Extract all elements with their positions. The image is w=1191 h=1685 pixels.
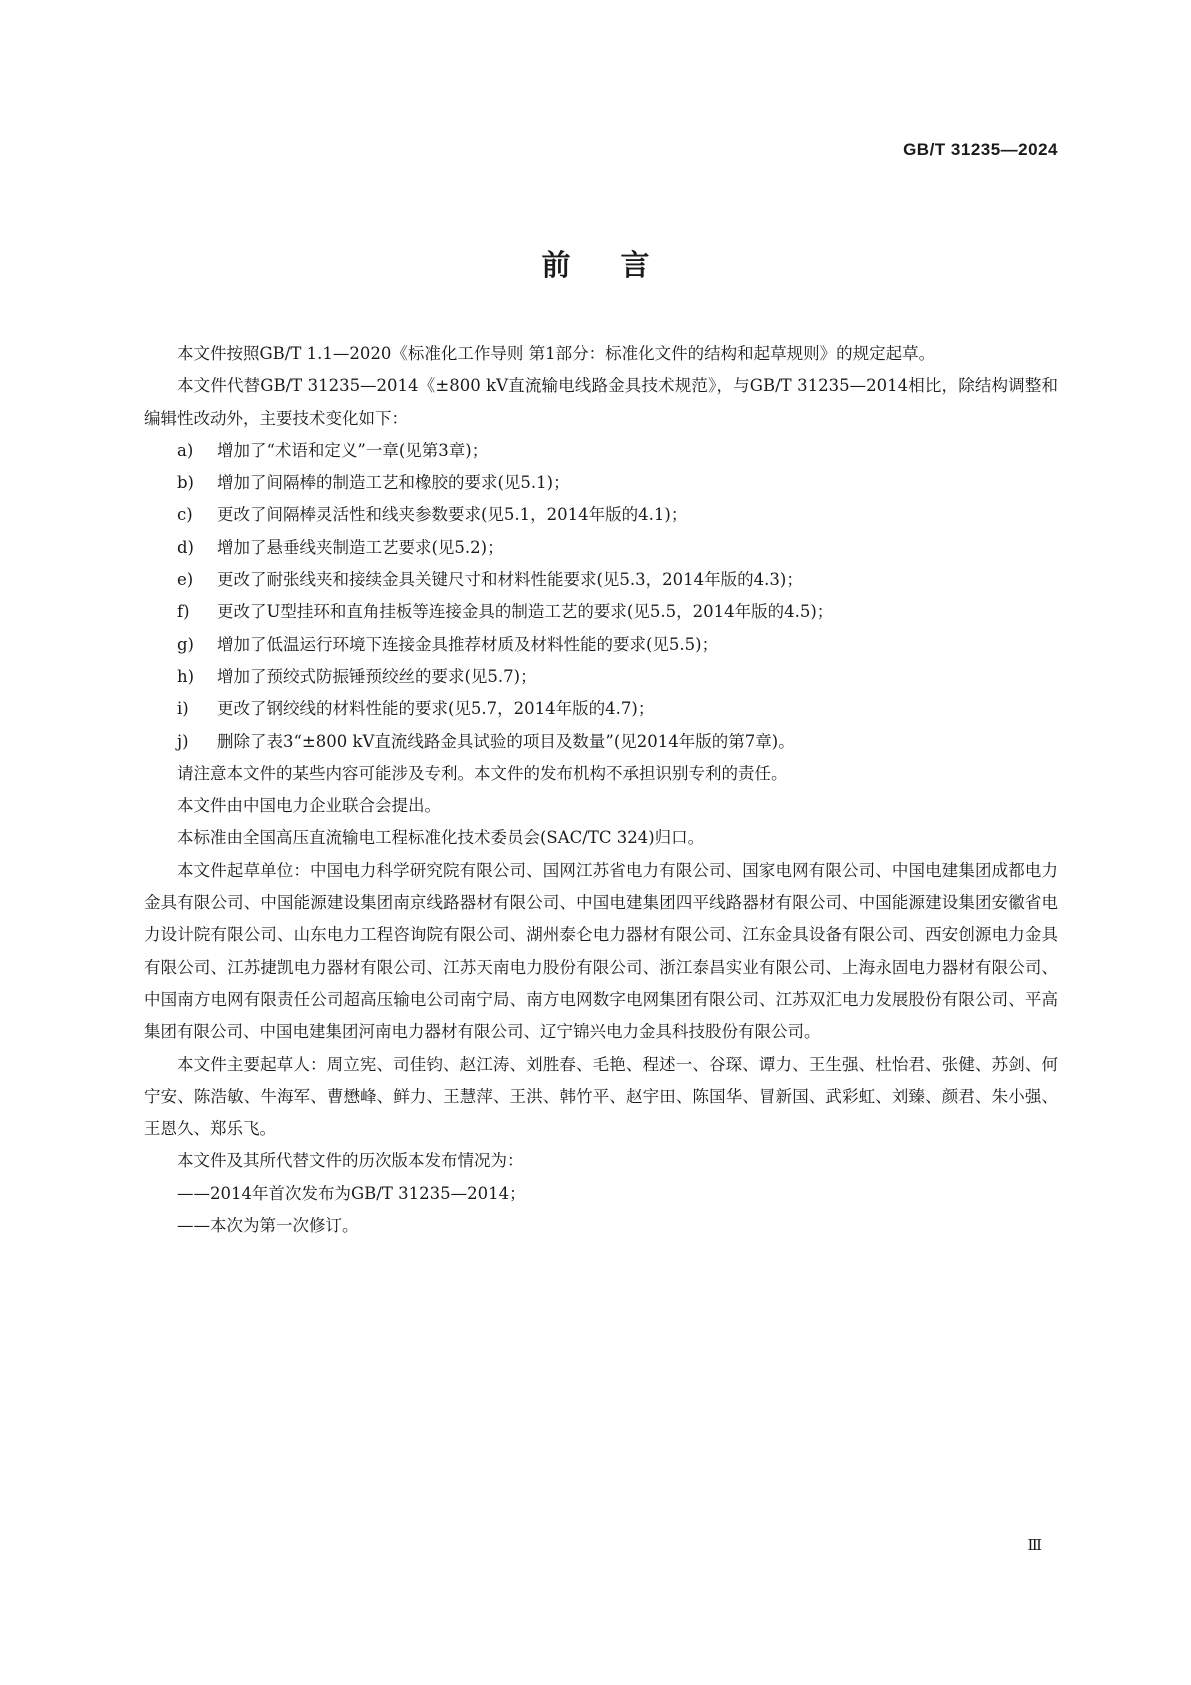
paragraph-replacement: 本文件代替GB/T 31235—2014《±800 kV直流输电线路金具技术规范》，与GB/T 31235—2014相比，除结构调整和编辑性改动外，主要技术变化如下：	[144, 376, 1058, 428]
paragraph-committee: 本标准由全国高压直流输电工程标准化技术委员会(SAC/TC 324)归口。	[177, 828, 705, 848]
list-item-text: 增加了“术语和定义”一章(见第3章)；	[217, 440, 489, 460]
list-marker: a)	[177, 440, 194, 460]
list-item-text: 增加了悬垂线夹制造工艺要求(见5.2)；	[217, 537, 504, 557]
list-item-text: 增加了低温运行环境下连接金具推荐材质及材料性能的要求(见5.5)；	[217, 634, 719, 654]
list-marker: h)	[177, 666, 195, 686]
foreword-body	[144, 338, 1058, 1242]
list-item	[144, 532, 1058, 564]
list-item-text: 更改了耐张线夹和接续金具关键尺寸和材料性能要求(见5.3，2014年版的4.3)；	[217, 570, 803, 590]
paragraph-history-intro: 本文件及其所代替文件的历次版本发布情况为：	[177, 1151, 524, 1171]
list-marker: e)	[177, 570, 194, 590]
page-title: 前言	[541, 248, 700, 282]
list-item	[144, 435, 1058, 467]
list-marker: b)	[177, 473, 194, 493]
list-item	[144, 629, 1058, 661]
paragraph-proposer: 本文件由中国电力企业联合会提出。	[177, 796, 441, 816]
list-item-text: 删除了表3“±800 kV直流线路金具试验的项目及数量”(见2014年版的第7章)。	[217, 731, 795, 751]
history-item: ——本次为第一次修订。	[177, 1216, 359, 1236]
list-marker: d)	[177, 537, 194, 557]
list-item	[144, 499, 1058, 531]
list-marker: g)	[177, 634, 194, 654]
list-item-text: 更改了U型挂环和直角挂板等连接金具的制造工艺的要求(见5.5，2014年版的4.5)；	[217, 602, 834, 622]
list-marker: i)	[177, 699, 189, 719]
paragraph-drafting-rules: 本文件按照GB/T 1.1—2020《标准化工作导则 第1部分：标准化文件的结构和起草规则》的规定起草。	[177, 344, 936, 363]
list-item-text: 更改了钢绞线的材料性能的要求(见5.7，2014年版的4.7)；	[217, 699, 655, 719]
list-item	[144, 693, 1058, 725]
list-item	[144, 596, 1058, 628]
list-item	[144, 467, 1058, 499]
list-marker: f)	[177, 602, 190, 622]
list-marker: j)	[177, 731, 189, 751]
list-marker: c)	[177, 505, 193, 525]
paragraph-drafting-units: 本文件起草单位：中国电力科学研究院有限公司、国网江苏省电力有限公司、国家电网有限公司、中国电建集团成都电力金具有限公司、中国能源建设集团南京线路器材有限公司、中国电建集团四平线路器材有限公司、中国能源建设集团安徽省电力设计院有限公司、山东电力工程咨询院有限公司、湖州泰仑电力器材有限公司、江东金具设备有限公司、西安创源电力金具有限公司、江苏捷凯电力器材有限公司、江苏天南电力股份有限公司、浙江泰昌实业有限公司、上海永固电力器材有限公司、中国南方电网有限责任公司超高压输电公司南宁局、南方电网数字电网集团有限公司、江苏双汇电力发展股份有限公司、平高集团有限公司、中国电建集团河南电力器材有限公司、辽宁锦兴电力金具科技股份有限公司。	[144, 860, 1058, 1042]
list-item	[144, 726, 1058, 758]
page-number: Ⅲ	[1027, 1536, 1043, 1554]
history-item: ——2014年首次发布为GB/T 31235—2014；	[177, 1183, 526, 1203]
list-item	[144, 661, 1058, 693]
list-item-text: 更改了间隔棒灵活性和线夹参数要求(见5.1，2014年版的4.1)；	[217, 505, 688, 525]
list-item	[144, 564, 1058, 596]
paragraph-drafters: 本文件主要起草人：周立宪、司佳钧、赵江涛、刘胜春、毛艳、程述一、谷琛、谭力、王生强、杜怡君、张健、苏剑、何宁安、陈浩敏、牛海军、曹懋峰、鲜力、王慧萍、王洪、韩竹平、赵宇田、陈国华、冒新国、武彩虹、刘臻、颜君、朱小强、王恩久、郑乐飞。	[144, 1054, 1058, 1139]
list-item-text: 增加了间隔棒的制造工艺和橡胶的要求(见5.1)；	[217, 473, 570, 493]
list-item-text: 增加了预绞式防振锤预绞丝的要求(见5.7)；	[217, 666, 537, 686]
document-code: GB/T 31235—2024	[903, 140, 1058, 159]
paragraph-patent-notice: 请注意本文件的某些内容可能涉及专利。本文件的发布机构不承担识别专利的责任。	[177, 763, 788, 783]
